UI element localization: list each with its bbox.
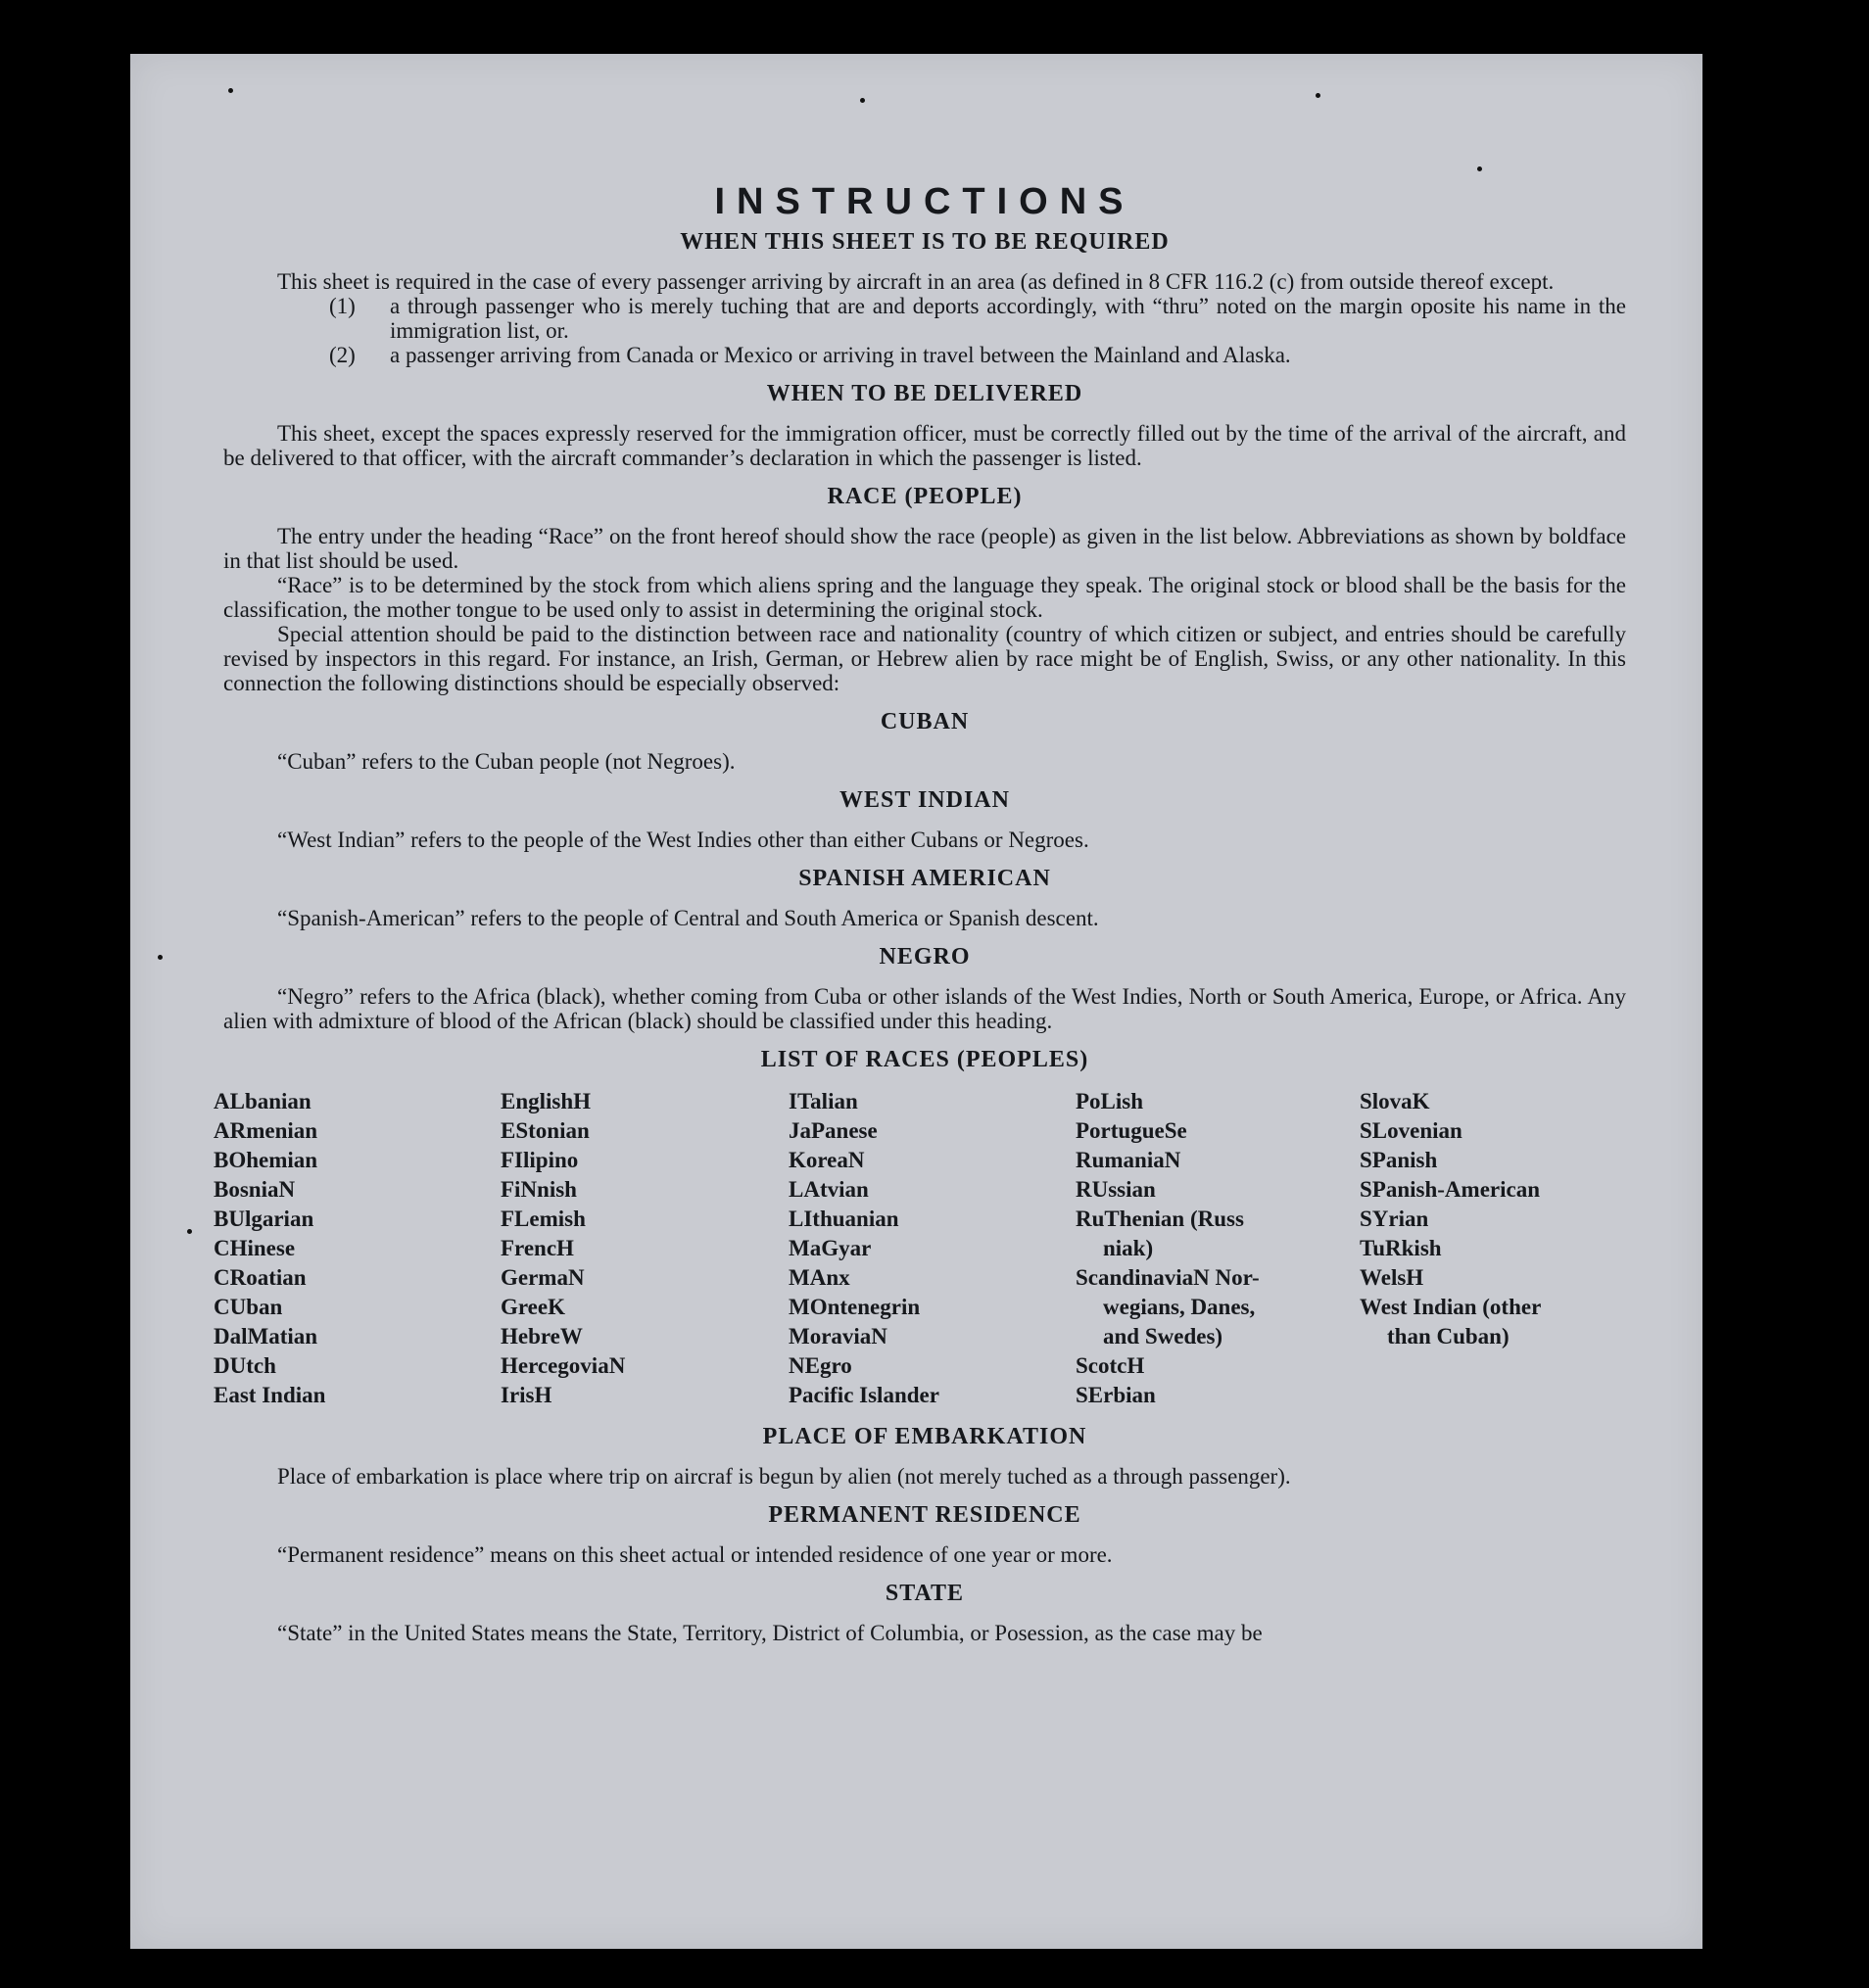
paragraph-embarkation: Place of embarkation is place where trip on aircraf is begun by alien (not merely tuched as a through passenger).	[277, 1464, 1291, 1489]
race-entry: ALbanian	[214, 1089, 312, 1113]
page-title: INSTRUCTIONS	[714, 181, 1135, 222]
ink-speck	[1477, 166, 1482, 171]
heading-when-required: WHEN THIS SHEET IS TO BE REQUIRED	[680, 229, 1170, 255]
heading-west-indian: WEST INDIAN	[839, 787, 1010, 813]
ink-speck	[158, 955, 163, 960]
item-text: a passenger arriving from Canada or Mexico or arriving in travel between the Mainland and Alaska.	[390, 343, 1291, 367]
race-entry: MOntenegrin	[789, 1295, 921, 1319]
paragraph-race-3: Special attention should be paid to the distinction between race and nationality (country of which citizen or subject, and entries should be carefully revised by inspectors in this regard. For instance, an Irish, German, or Hebrew alien by race might be of English, Swiss, or any other nationality. In this connection the following distinctions should be especially observed:	[223, 622, 1626, 695]
race-entry: ARmenian	[214, 1118, 318, 1143]
race-entry: PortugueSe	[1076, 1118, 1187, 1143]
race-entry: PoLish	[1076, 1089, 1144, 1113]
race-entry: CUban	[214, 1295, 283, 1319]
heading-embarkation: PLACE OF EMBARKATION	[762, 1424, 1087, 1449]
race-entry: SPanish-American	[1360, 1177, 1540, 1202]
races-list	[214, 1087, 1626, 1410]
race-entry: DalMatian	[214, 1324, 318, 1349]
race-entry: wegians, Danes,	[1103, 1295, 1256, 1319]
race-entry: ScotcH	[1076, 1353, 1145, 1378]
race-entry: SErbian	[1076, 1383, 1156, 1407]
paragraph-spanish-american: “Spanish-American” refers to the people of Central and South America or Spanish descent.	[277, 906, 1099, 930]
race-entry: SlovaK	[1360, 1089, 1430, 1113]
race-entry: East Indian	[214, 1383, 326, 1407]
race-entry: EStonian	[501, 1118, 590, 1143]
race-entry: RumaniaN	[1076, 1148, 1181, 1172]
heading-permanent-residence: PERMANENT RESIDENCE	[768, 1502, 1081, 1528]
race-entry: FIlipino	[501, 1148, 579, 1172]
races-column	[1076, 1087, 1360, 1410]
race-entry: ScandinaviaN Nor-	[1076, 1265, 1260, 1290]
race-entry: BUlgarian	[214, 1207, 314, 1231]
races-column	[501, 1087, 789, 1410]
item-text: a through passenger who is merely tuching that are and deports accordingly, with “thru” noted on the margin oposite his name in the immigration list, or.	[390, 294, 1626, 343]
heading-list-of-races: LIST OF RACES (PEOPLES)	[760, 1047, 1089, 1072]
race-entry: FrencH	[501, 1236, 574, 1260]
race-entry: NEgro	[789, 1353, 852, 1378]
race-entry: CRoatian	[214, 1265, 307, 1290]
instructions-body	[214, 181, 1626, 1645]
race-entry: GermaN	[501, 1265, 585, 1290]
race-entry: HercegoviaN	[501, 1353, 626, 1378]
race-entry: RuThenian (Russ	[1076, 1207, 1244, 1231]
races-column	[1360, 1087, 1605, 1410]
race-entry: BosniaN	[214, 1177, 296, 1202]
races-column	[214, 1087, 501, 1410]
item-number: (1)	[329, 294, 356, 318]
heading-when-delivered: WHEN TO BE DELIVERED	[766, 381, 1083, 406]
race-entry: FLemish	[501, 1207, 586, 1231]
race-entry: and Swedes)	[1103, 1324, 1223, 1349]
race-entry: LIthuanian	[789, 1207, 899, 1231]
race-entry: EnglishH	[501, 1089, 592, 1113]
race-entry: Pacific Islander	[789, 1383, 939, 1407]
paragraph-when-delivered: This sheet, except the spaces expressly reserved for the immigration officer, must be correctly filled out by the time of the arrival of the aircraft, and be delivered to that officer, with the aircraft commander’s declaration in which the passenger is listed.	[223, 421, 1626, 470]
race-entry: SLovenian	[1360, 1118, 1462, 1143]
heading-state: STATE	[885, 1581, 965, 1606]
heading-negro: NEGRO	[879, 944, 971, 970]
race-entry: than Cuban)	[1387, 1324, 1510, 1349]
exception-item	[223, 294, 1626, 343]
race-entry: MaGyar	[789, 1236, 872, 1260]
heading-spanish-american: SPANISH AMERICAN	[798, 866, 1051, 891]
ink-speck	[860, 98, 865, 103]
race-entry: SPanish	[1360, 1148, 1438, 1172]
paragraph-race-2: “Race” is to be determined by the stock from which aliens spring and the language they speak. The original stock or blood shall be the basis for the classification, the mother tongue to be used only to assist in determining the original stock.	[223, 573, 1626, 622]
exception-item	[223, 343, 1626, 367]
ink-speck	[1316, 93, 1320, 98]
paragraph-state: “State” in the United States means the State, Territory, District of Columbia, or Posession, as the case may be	[277, 1621, 1263, 1645]
race-entry: IrisH	[501, 1383, 552, 1407]
race-entry: DUtch	[214, 1353, 276, 1378]
heading-cuban: CUBAN	[880, 709, 970, 734]
race-entry: GreeK	[501, 1295, 565, 1319]
race-entry: LAtvian	[789, 1177, 869, 1202]
race-entry: TuRkish	[1360, 1236, 1442, 1260]
race-entry: SYrian	[1360, 1207, 1429, 1231]
race-entry: RUssian	[1076, 1177, 1156, 1202]
race-entry: HebreW	[501, 1324, 583, 1349]
paragraph-when-required: This sheet is required in the case of every passenger arriving by aircraft in an area (as defined in 8 CFR 116.2 (c) from outside thereof except.	[277, 269, 1555, 294]
race-entry: JaPanese	[789, 1118, 878, 1143]
race-entry: FiNnish	[501, 1177, 577, 1202]
heading-race: RACE (PEOPLE)	[827, 484, 1023, 509]
race-entry: ITalian	[789, 1089, 858, 1113]
races-column	[789, 1087, 1076, 1410]
race-entry: MAnx	[789, 1265, 850, 1290]
race-entry: CHinese	[214, 1236, 296, 1260]
paragraph-permanent-residence: “Permanent residence” means on this sheet actual or intended residence of one year or more.	[277, 1542, 1113, 1567]
document-page	[130, 54, 1702, 1949]
paragraph-west-indian: “West Indian” refers to the people of the West Indies other than either Cubans or Negroes.	[277, 828, 1089, 852]
ink-speck	[228, 88, 233, 93]
paragraph-negro: “Negro” refers to the Africa (black), whether coming from Cuba or other islands of the West Indies, North or South America, Europe, or Africa. Any alien with admixture of blood of the African (black) should be classified under this heading.	[223, 984, 1626, 1033]
race-entry: niak)	[1103, 1236, 1154, 1260]
paragraph-cuban: “Cuban” refers to the Cuban people (not Negroes).	[277, 749, 736, 774]
race-entry: West Indian (other	[1360, 1295, 1542, 1319]
race-entry: KoreaN	[789, 1148, 865, 1172]
paragraph-race-1: The entry under the heading “Race” on the front hereof should show the race (people) as given in the list below. Abbreviations as shown by boldface in that list should be used.	[223, 524, 1626, 573]
race-entry: BOhemian	[214, 1148, 318, 1172]
item-number: (2)	[329, 343, 356, 367]
race-entry: MoraviaN	[789, 1324, 887, 1349]
race-entry: WelsH	[1360, 1265, 1424, 1290]
ink-speck	[187, 1229, 192, 1234]
